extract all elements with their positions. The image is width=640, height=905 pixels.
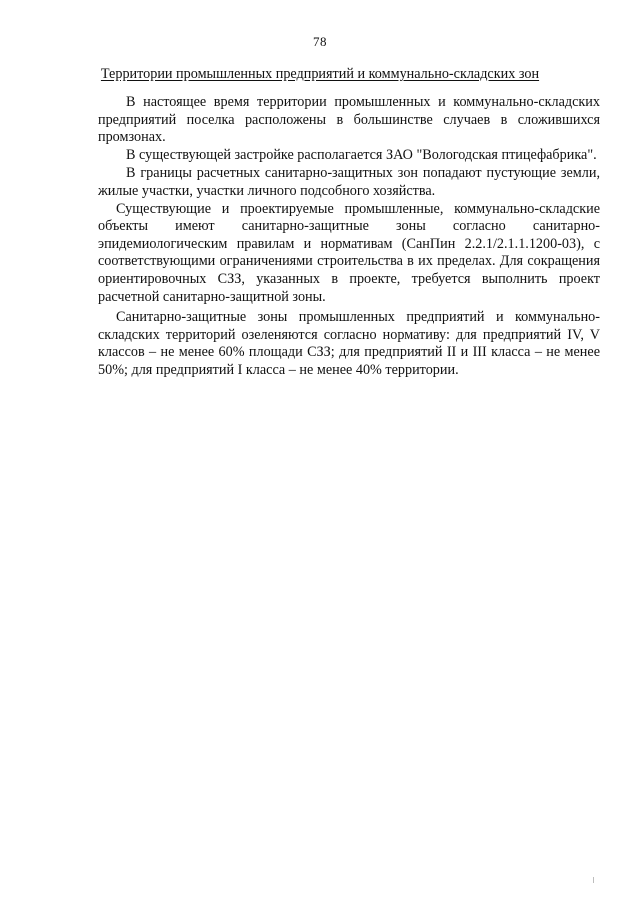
page-number: 78 xyxy=(313,34,327,49)
section-title: Территории промышленных предприятий и коммунально-складских зон xyxy=(100,66,540,82)
paragraph-2: В существующей застройке располагается ЗАО "Вологодская птицефабрика". xyxy=(126,146,597,163)
scan-edge-mark xyxy=(593,877,594,883)
paragraph-3: В границы расчетных санитарно-защитных зон попадают пустующие земли, жилые участки, участки личного подсобного хозяйства. xyxy=(98,165,600,199)
paragraph-4: Существующие и проектируемые промышленные, коммунально-складские объекты имеют санитарно-защитные зоны согласно санитарно-эпидемиологическим правилам и нормативам (СанПин 2.2.1/2.1.1.1200-03), с соответствующими ограничениями строительства в их пределах. Для сокращения ориентировочных СЗЗ, указанных в проекте, требуется выполнить проект расчетной санитарно-защитной зоны. xyxy=(98,200,600,305)
paragraph-1: В настоящее время территории промышленных и коммунально-складских предприятий поселка расположены в большинстве случаев в сложившихся промзонах. xyxy=(98,94,600,146)
document-body xyxy=(98,94,600,380)
paragraph-5: Санитарно-защитные зоны промышленных предприятий и коммунально-складских территорий озеленяются согласно нормативу: для предприятий IV, V классов – не менее 60% площади СЗЗ; для предприятий II и III класса – не менее 50%; для предприятий I класса – не менее 40% территории. xyxy=(98,309,600,378)
